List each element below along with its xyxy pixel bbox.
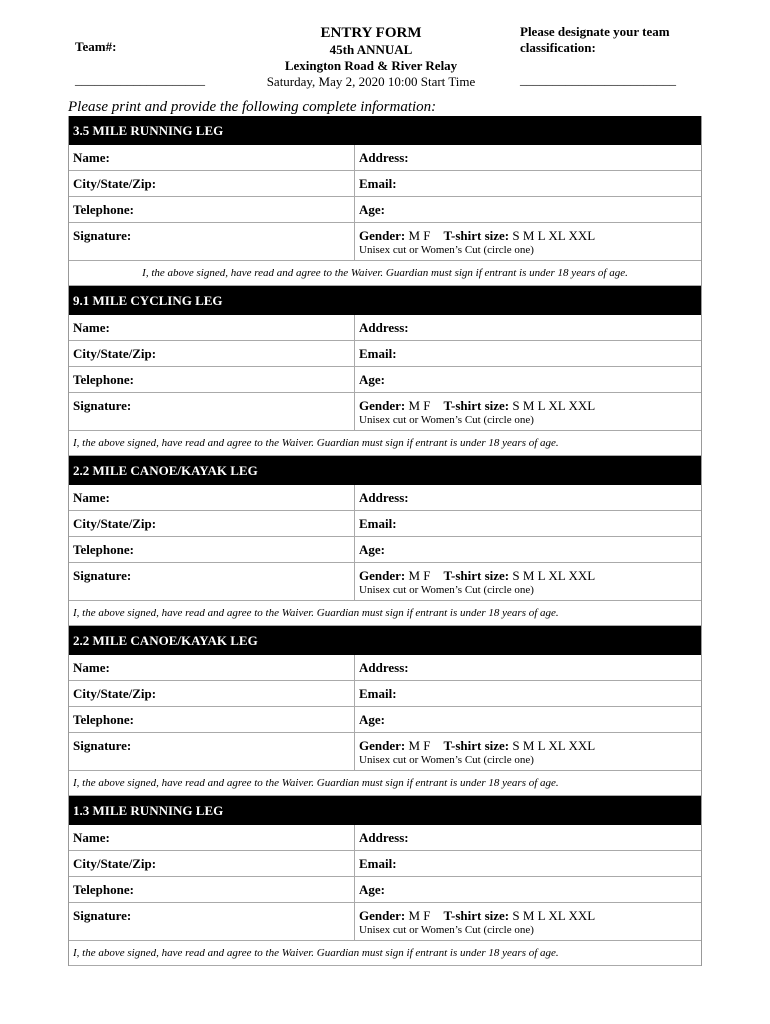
name-field[interactable]: Name: xyxy=(69,145,355,170)
leg-title: 3.5 MILE RUNNING LEG xyxy=(69,116,701,145)
gender-tshirt-cell xyxy=(355,733,701,770)
row-name-address xyxy=(69,485,701,511)
classification-label: Please designate your team classification: xyxy=(520,24,670,55)
shirt-cut-options[interactable]: Unisex cut or Women’s Cut (circle one) xyxy=(359,414,534,426)
shirt-cut-options[interactable]: Unisex cut or Women’s Cut (circle one) xyxy=(359,244,534,256)
waiver-text: I, the above signed, have read and agree to the Waiver. Guardian must sign if entrant is under 18 years of age. xyxy=(69,771,701,796)
classification-field[interactable]: ________________________ xyxy=(520,72,676,87)
row-name-address xyxy=(69,145,701,171)
signature-field[interactable]: Signature: xyxy=(69,903,355,940)
email-field[interactable]: Email: xyxy=(359,516,397,531)
tshirt-label: T-shirt size: xyxy=(443,568,510,583)
event-date: Saturday, May 2, 2020 10:00 Start Time xyxy=(266,74,476,89)
row-name-address xyxy=(69,655,701,681)
age-field[interactable]: Age: xyxy=(359,882,385,897)
row-city-email xyxy=(69,681,701,707)
leg-title: 9.1 MILE CYCLING LEG xyxy=(69,286,701,315)
shirt-cut-options[interactable]: Unisex cut or Women’s Cut (circle one) xyxy=(359,584,534,596)
age-field[interactable]: Age: xyxy=(359,202,385,217)
telephone-field[interactable]: Telephone: xyxy=(69,367,355,392)
city-state-zip-field[interactable]: City/State/Zip: xyxy=(69,511,355,536)
gender-label: Gender: xyxy=(359,398,406,413)
address-field[interactable]: Address: xyxy=(359,490,409,505)
gender-options[interactable]: M F xyxy=(405,738,434,753)
leg-section xyxy=(68,456,702,626)
gender-tshirt-cell xyxy=(355,563,701,600)
name-field[interactable]: Name: xyxy=(69,655,355,680)
row-telephone-age xyxy=(69,707,701,733)
leg-section xyxy=(68,796,702,966)
row-telephone-age xyxy=(69,367,701,393)
signature-field[interactable]: Signature: xyxy=(69,223,355,260)
signature-field[interactable]: Signature: xyxy=(69,563,355,600)
waiver-text: I, the above signed, have read and agree to the Waiver. Guardian must sign if entrant is under 18 years of age. xyxy=(69,431,701,456)
name-field[interactable]: Name: xyxy=(69,825,355,850)
row-signature-gender xyxy=(69,393,701,431)
shirt-cut-options[interactable]: Unisex cut or Women’s Cut (circle one) xyxy=(359,754,534,766)
form-title: ENTRY FORM xyxy=(320,25,422,41)
telephone-field[interactable]: Telephone: xyxy=(69,537,355,562)
tshirt-size-options[interactable]: S M L XL XXL xyxy=(509,908,596,923)
row-city-email xyxy=(69,851,701,877)
address-field[interactable]: Address: xyxy=(359,830,409,845)
tshirt-label: T-shirt size: xyxy=(443,908,510,923)
address-field[interactable]: Address: xyxy=(359,150,409,165)
tshirt-size-options[interactable]: S M L XL XXL xyxy=(509,738,596,753)
telephone-field[interactable]: Telephone: xyxy=(69,197,355,222)
row-name-address xyxy=(69,825,701,851)
city-state-zip-field[interactable]: City/State/Zip: xyxy=(69,851,355,876)
row-city-email xyxy=(69,171,701,197)
tshirt-size-options[interactable]: S M L XL XXL xyxy=(509,398,596,413)
row-signature-gender xyxy=(69,733,701,771)
row-signature-gender xyxy=(69,903,701,941)
email-field[interactable]: Email: xyxy=(359,686,397,701)
row-city-email xyxy=(69,341,701,367)
signature-field[interactable]: Signature: xyxy=(69,393,355,430)
team-number-field[interactable]: ____________________ xyxy=(75,72,205,87)
email-field[interactable]: Email: xyxy=(359,176,397,191)
age-field[interactable]: Age: xyxy=(359,542,385,557)
email-field[interactable]: Email: xyxy=(359,856,397,871)
row-signature-gender xyxy=(69,223,701,261)
address-field[interactable]: Address: xyxy=(359,320,409,335)
waiver-text: I, the above signed, have read and agree to the Waiver. Guardian must sign if entrant is under 18 years of age. xyxy=(69,261,701,286)
age-field[interactable]: Age: xyxy=(359,372,385,387)
instructions: Please print and provide the following complete information: xyxy=(68,99,437,115)
name-field[interactable]: Name: xyxy=(69,315,355,340)
shirt-cut-options[interactable]: Unisex cut or Women’s Cut (circle one) xyxy=(359,924,534,936)
gender-label: Gender: xyxy=(359,738,406,753)
row-telephone-age xyxy=(69,877,701,903)
entry-form xyxy=(68,116,702,966)
address-field[interactable]: Address: xyxy=(359,660,409,675)
age-field[interactable]: Age: xyxy=(359,712,385,727)
gender-tshirt-cell xyxy=(355,223,701,260)
gender-options[interactable]: M F xyxy=(405,568,434,583)
waiver-text: I, the above signed, have read and agree to the Waiver. Guardian must sign if entrant is under 18 years of age. xyxy=(69,601,701,626)
signature-field[interactable]: Signature: xyxy=(69,733,355,770)
form-subtitle-event: Lexington Road & River Relay xyxy=(284,58,458,73)
gender-tshirt-cell xyxy=(355,903,701,940)
telephone-field[interactable]: Telephone: xyxy=(69,707,355,732)
leg-title: 1.3 MILE RUNNING LEG xyxy=(69,796,701,825)
row-city-email xyxy=(69,511,701,537)
city-state-zip-field[interactable]: City/State/Zip: xyxy=(69,341,355,366)
leg-section xyxy=(68,116,702,286)
tshirt-label: T-shirt size: xyxy=(443,228,510,243)
waiver-text: I, the above signed, have read and agree to the Waiver. Guardian must sign if entrant is under 18 years of age. xyxy=(69,941,701,966)
gender-label: Gender: xyxy=(359,908,406,923)
form-subtitle-annual: 45th ANNUAL xyxy=(329,42,413,57)
row-name-address xyxy=(69,315,701,341)
leg-title: 2.2 MILE CANOE/KAYAK LEG xyxy=(69,626,701,655)
leg-section xyxy=(68,626,702,796)
gender-label: Gender: xyxy=(359,228,406,243)
leg-title: 2.2 MILE CANOE/KAYAK LEG xyxy=(69,456,701,485)
row-telephone-age xyxy=(69,537,701,563)
tshirt-size-options[interactable]: S M L XL XXL xyxy=(509,568,596,583)
email-field[interactable]: Email: xyxy=(359,346,397,361)
gender-label: Gender: xyxy=(359,568,406,583)
form-header xyxy=(240,24,502,90)
gender-options[interactable]: M F xyxy=(405,228,434,243)
row-signature-gender xyxy=(69,563,701,601)
gender-options[interactable]: M F xyxy=(405,398,434,413)
city-state-zip-field[interactable]: City/State/Zip: xyxy=(69,171,355,196)
leg-section xyxy=(68,286,702,456)
telephone-field[interactable]: Telephone: xyxy=(69,877,355,902)
gender-tshirt-cell xyxy=(355,393,701,430)
name-field[interactable]: Name: xyxy=(69,485,355,510)
tshirt-label: T-shirt size: xyxy=(443,738,510,753)
gender-options[interactable]: M F xyxy=(405,908,434,923)
team-label: Team#: xyxy=(75,39,117,54)
row-telephone-age xyxy=(69,197,701,223)
city-state-zip-field[interactable]: City/State/Zip: xyxy=(69,681,355,706)
tshirt-label: T-shirt size: xyxy=(443,398,510,413)
tshirt-size-options[interactable]: S M L XL XXL xyxy=(509,228,596,243)
